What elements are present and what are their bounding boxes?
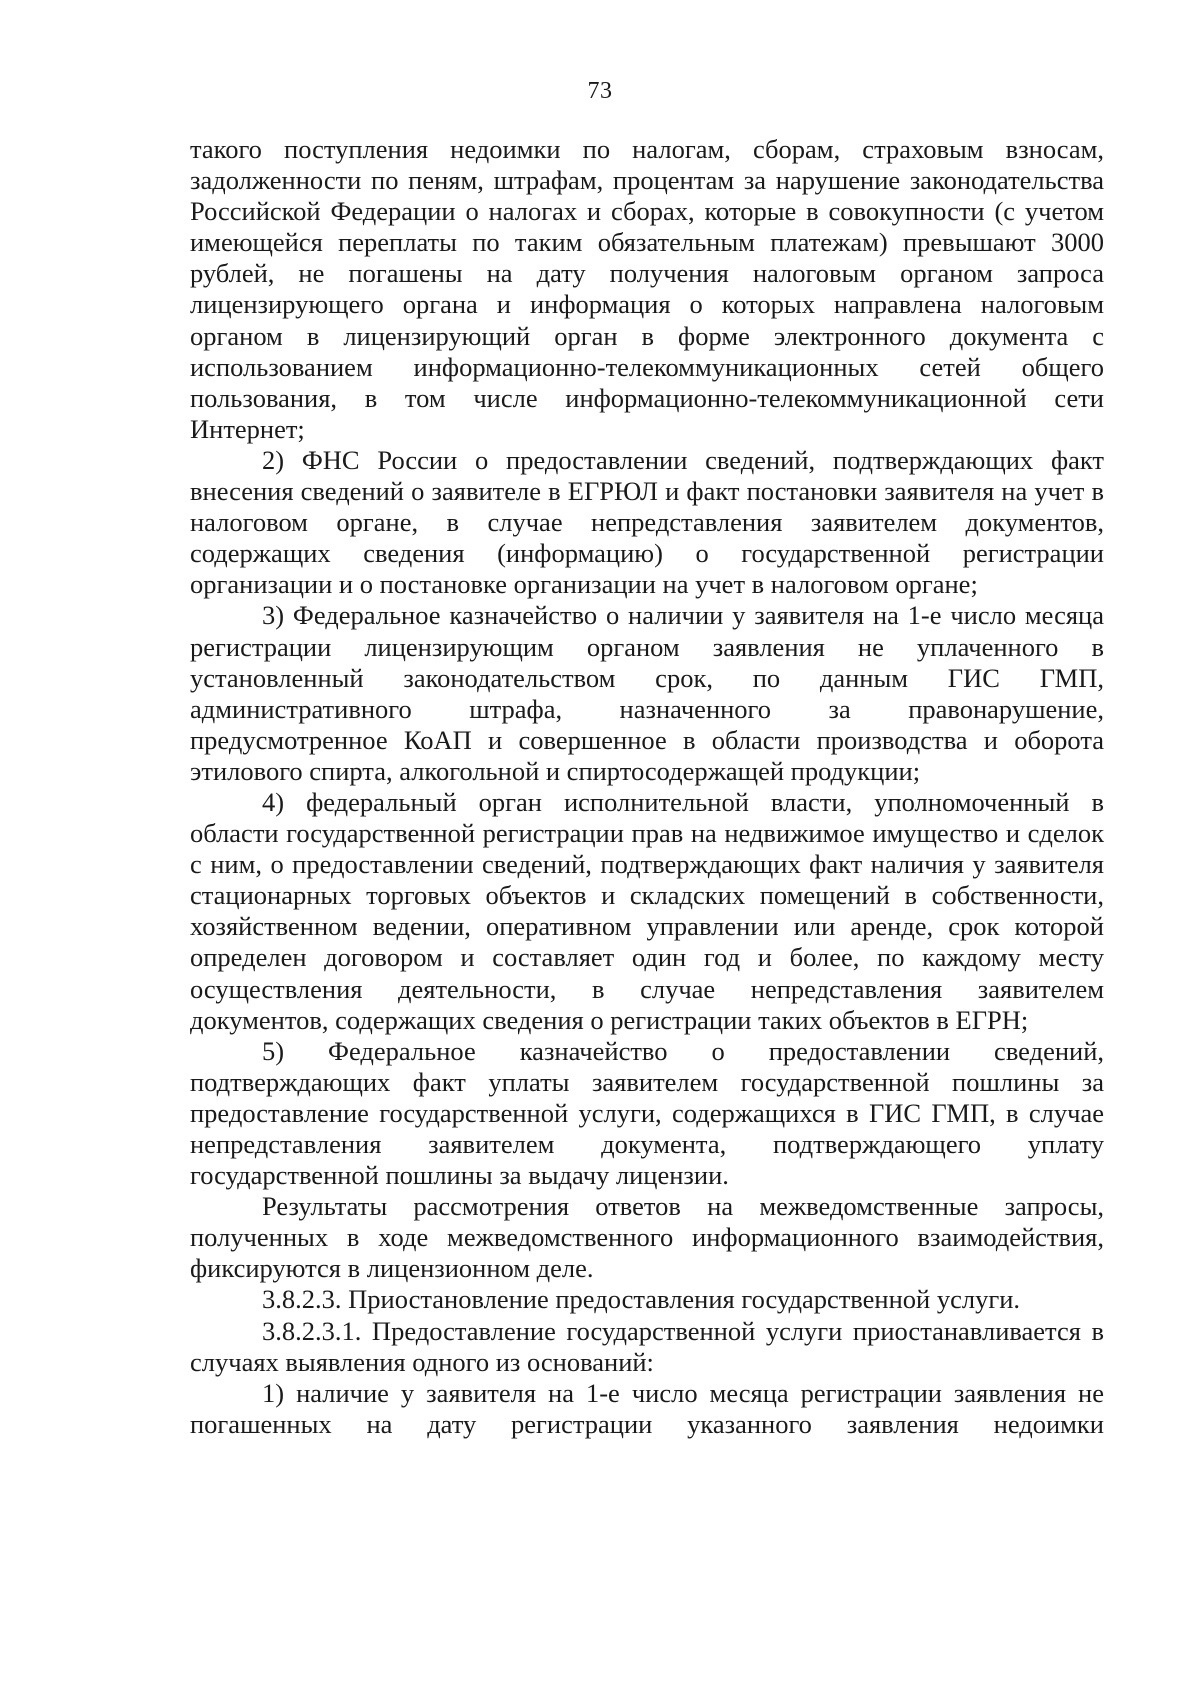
paragraph-results: Результаты рассмотрения ответов на межведомственные запросы, полученных в ходе межведомственного информационного взаимодействия, фиксируются в лицензионном деле. xyxy=(190,1191,1104,1284)
page-number: 73 xyxy=(587,78,613,104)
paragraph-suspension-item-1: 1) наличие у заявителя на 1-е число месяца регистрации заявления не погашенных на дату регистрации указанного заявления недоимки xyxy=(190,1377,1104,1439)
paragraph-item-3: 3) Федеральное казначейство о наличии у заявителя на 1-е число месяца регистрации лицензирующим органом заявления не уплаченного в установленный законодательством срок, по данным ГИС ГМП, административного штрафа, назначенного за правонарушение, предусмотренное КоАП и совершенное в области производства и оборота этилового спирта, алкогольной и спиртосодержащей продукции; xyxy=(190,600,1104,786)
paragraph-item-5: 5) Федеральное казначейство о предоставлении сведений, подтверждающих факт уплаты заявителем государственной пошлины за предоставление государственной услуги, содержащихся в ГИС ГМП, в случае непредставления заявителем документа, подтверждающего уплату государственной пошлины за выдачу лицензии. xyxy=(190,1035,1104,1191)
paragraph-item-2: 2) ФНС России о предоставлении сведений, подтверждающих факт внесения сведений о заявителе в ЕГРЮЛ и факт постановки заявителя на учет в налоговом органе, в случае непредставления заявителем документов, содержащих сведения (информацию) о государственной регистрации организации и о постановке организации на учет в налоговом органе; xyxy=(190,444,1104,600)
section-3-8-2-3-1: 3.8.2.3.1. Предоставление государственной услуги приостанавливается в случаях выявления одного из оснований: xyxy=(190,1315,1104,1377)
section-heading-3-8-2-3: 3.8.2.3. Приостановление предоставления государственной услуги. xyxy=(262,1284,1021,1315)
paragraph-continuation: такого поступления недоимки по налогам, сборам, страховым взносам, задолженности по пеням, штрафам, процентам за нарушение законодательства Российской Федерации о налогах и сборах, которые в совокупности (с учетом имеющейся переплаты по таким обязательным платежам) превышают 3000 рублей, не погашены на дату получения налоговым органом запроса лицензирующего органа и информация о которых направлена налоговым органом в лицензирующий орган в форме электронного документа с использованием информационно-телекоммуникационных сетей общего пользования, в том числе информационно-телекоммуникационной сети Интернет; xyxy=(190,134,1104,444)
paragraph-item-4: 4) федеральный орган исполнительной власти, уполномоченный в области государственной регистрации прав на недвижимое имущество и сделок с ним, о предоставлении сведений, подтверждающих факт наличия у заявителя стационарных торговых объектов и складских помещений в собственности, хозяйственном ведении, оперативном управлении или аренде, срок которой определен договором и составляет один год и более, по каждому месту осуществления деятельности, в случае непредставления заявителем документов, содержащих сведения о регистрации таких объектов в ЕГРН; xyxy=(190,786,1104,1035)
document-body xyxy=(190,134,1104,1440)
